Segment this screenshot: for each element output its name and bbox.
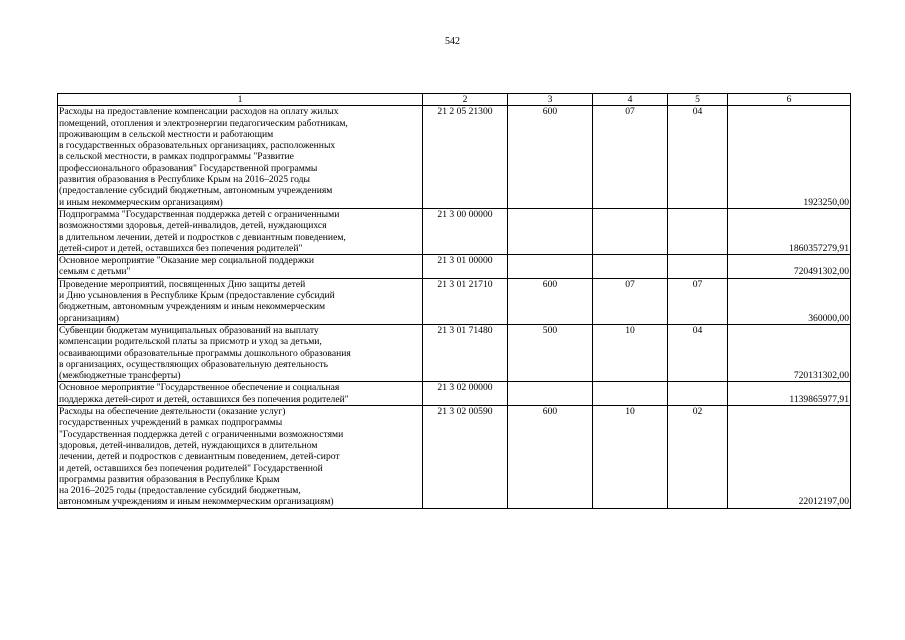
row-subsection: 04 (668, 106, 728, 209)
column-header-3: 3 (508, 94, 593, 106)
row-section (593, 208, 668, 254)
row-name: Расходы на предоставление компенсации расходов на оплату жилых помещений, отопления и электроэнергии педагогическим работникам, проживающим в сельской местности и работающим в государственных образовательных организациях, расположенных в сельской местности, в рамках подпрограммы "Развитие профессионального образования" Государственной программы развития образования в Республике Крым на 2016–2025 годы (предоставление субсидий бюджетным, автономным учреждениям и иным некоммерческим организациям) (58, 106, 423, 209)
row-subsection: 02 (668, 406, 728, 509)
row-expense-type (508, 382, 593, 406)
row-expense-type (508, 208, 593, 254)
table-row (58, 382, 851, 406)
row-subsection (668, 382, 728, 406)
column-header-4: 4 (593, 94, 668, 106)
row-expense-type: 600 (508, 406, 593, 509)
budget-table (57, 93, 851, 509)
row-code: 21 2 05 21300 (423, 106, 508, 209)
row-section (593, 382, 668, 406)
row-code: 21 3 02 00590 (423, 406, 508, 509)
row-sum: 22012197,00 (728, 406, 851, 509)
row-expense-type: 600 (508, 278, 593, 324)
table-row (58, 255, 851, 279)
table-row (58, 324, 851, 381)
row-section: 07 (593, 106, 668, 209)
row-sum: 1923250,00 (728, 106, 851, 209)
column-number-row (58, 94, 851, 106)
column-header-6: 6 (728, 94, 851, 106)
row-code: 21 3 01 21710 (423, 278, 508, 324)
row-subsection: 04 (668, 324, 728, 381)
row-section: 07 (593, 278, 668, 324)
row-code: 21 3 00 00000 (423, 208, 508, 254)
row-sum: 1860357279,91 (728, 208, 851, 254)
row-expense-type: 500 (508, 324, 593, 381)
column-header-5: 5 (668, 94, 728, 106)
row-section (593, 255, 668, 279)
row-sum: 720491302,00 (728, 255, 851, 279)
table-row (58, 278, 851, 324)
row-name: Основное мероприятие "Оказание мер социальной поддержки семьям с детьми" (58, 255, 423, 279)
row-expense-type: 600 (508, 106, 593, 209)
table-row (58, 208, 851, 254)
row-name: Субвенции бюджетам муниципальных образований на выплату компенсации родительской платы за присмотр и уход за детьми, осваивающими образовательные программы дошкольного образования в организациях, осуществляющих образовательную деятельность (межбюджетные трансферты) (58, 324, 423, 381)
row-code: 21 3 01 71480 (423, 324, 508, 381)
row-name: Проведение мероприятий, посвященных Дню защиты детей и Дню усыновления в Республике Крым (предоставление субсидий бюджетным, автономным учреждениям и иным некоммерческим организациям) (58, 278, 423, 324)
row-name: Расходы на обеспечение деятельности (оказание услуг) государственных учреждений в рамках подпрограммы "Государственная поддержка детей с ограниченными возможностями здоровья, детей-инвалидов, детей, нуждающихся в длительном лечении, детей и подростков с девиантным поведением, детей-сирот и детей, оставшихся без попечения родителей" Государственной программы развития образования в Республике Крым на 2016–2025 годы (предоставление субсидий бюджетным, автономным учреждениям и иным некоммерческим организациям) (58, 406, 423, 509)
table-row (58, 406, 851, 509)
column-header-2: 2 (423, 94, 508, 106)
row-subsection (668, 208, 728, 254)
page-number: 542 (445, 36, 460, 47)
row-subsection (668, 255, 728, 279)
row-expense-type (508, 255, 593, 279)
row-code: 21 3 02 00000 (423, 382, 508, 406)
row-subsection: 07 (668, 278, 728, 324)
table-row (58, 106, 851, 209)
row-sum: 720131302,00 (728, 324, 851, 381)
column-header-1: 1 (58, 94, 423, 106)
row-sum: 1139865977,91 (728, 382, 851, 406)
row-code: 21 3 01 00000 (423, 255, 508, 279)
row-section: 10 (593, 406, 668, 509)
row-name: Основное мероприятие "Государственное обеспечение и социальная поддержка детей-сирот и детей, оставшихся без попечения родителей" (58, 382, 423, 406)
row-sum: 360000,00 (728, 278, 851, 324)
row-section: 10 (593, 324, 668, 381)
row-name: Подпрограмма "Государственная поддержка детей с ограниченными возможностями здоровья, детей-инвалидов, детей, нуждающихся в длительном лечении, детей и подростков с девиантным поведением, детей-сирот и детей, оставшихся без попечения родителей" (58, 208, 423, 254)
